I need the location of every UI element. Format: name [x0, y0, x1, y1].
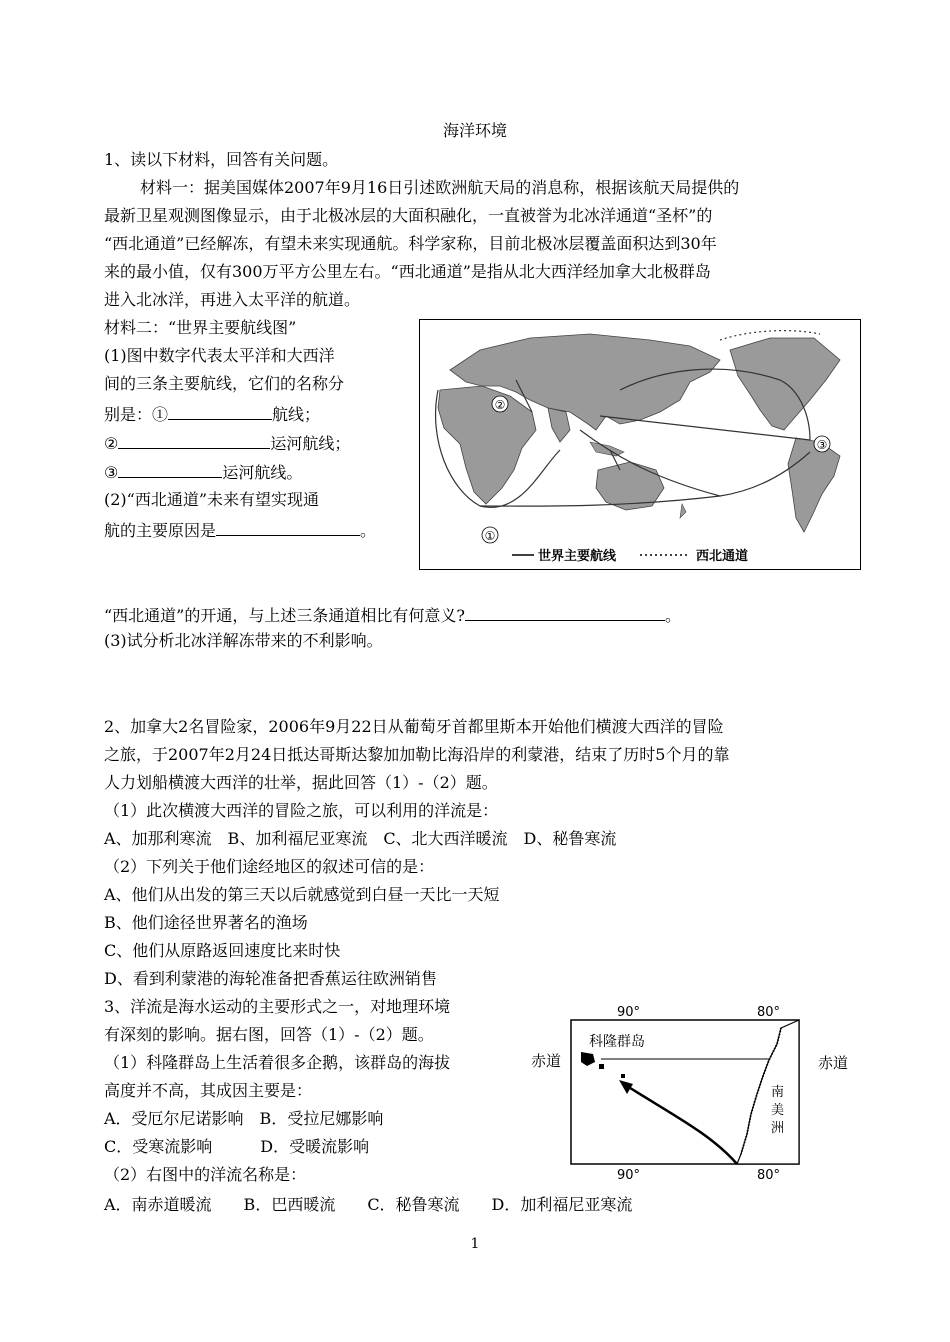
longitude-80-bottom: 80°	[757, 1168, 781, 1183]
ocean-current-graphic	[531, 1004, 809, 1183]
q1-part2-significance-line	[104, 604, 681, 626]
south-america-landmass	[788, 438, 840, 532]
q1-material1-line: 最新卫星观测图像显示，由于北极冰层的大面积融化，一直被誉为北冰洋通道“圣杯”的	[104, 206, 713, 225]
q1-material1-line: 进入北冰洋，再进入太平洋的航道。	[104, 290, 361, 309]
q3-sub2-options: A．南赤道暖流 B．巴西暖流 C．秘鲁寒流 D．加利福尼亚寒流	[104, 1195, 633, 1214]
q1-part1-text: 运河航线。	[222, 463, 303, 482]
q1-stem: 1、读以下材料，回答有关问题。	[104, 150, 339, 169]
answer-blank-route1[interactable]	[168, 403, 272, 420]
q2-sub2: （2）下列关于他们途经地区的叙述可信的是：	[104, 857, 435, 876]
q2-sub2-option: A、他们从出发的第三天以后就感觉到白昼一天比一天短	[104, 885, 500, 904]
q1-material2-label: 材料二：“世界主要航线图”	[104, 318, 297, 337]
north-america-landmass	[730, 338, 840, 430]
page-number: 1	[470, 1236, 480, 1252]
galapagos-islands	[581, 1052, 595, 1066]
route-label-3: ③	[816, 438, 828, 452]
q1-part1-text: 间的三条主要航线，它们的名称分	[104, 374, 345, 393]
q1-part2-text: 。	[664, 606, 681, 625]
new-zealand	[680, 504, 686, 518]
q2-sub1: （1）此次横渡大西洋的冒险之旅，可以利用的洋流是：	[104, 801, 499, 820]
answer-blank-reason[interactable]	[216, 519, 360, 536]
q1-material1-line: “西北通道”已经解冻，有望未来实现通航。科学家称，目前北极冰层覆盖面积达到30年	[104, 234, 717, 253]
q1-part1-text: ③	[104, 463, 119, 482]
answer-blank-route2[interactable]	[118, 432, 270, 449]
q3-stem-line: 有深刻的影响。据右图，回答（1）-（2）题。	[104, 1025, 434, 1044]
q2-sub2-option: D、看到利蒙港的海轮准备把香蕉运往欧洲销售	[104, 969, 437, 988]
answer-blank-significance[interactable]	[465, 604, 665, 621]
q1-part2-text: 航的主要原因是	[104, 521, 217, 540]
q1-part1-text: (1)图中数字代表太平洋和大西洋	[104, 346, 335, 365]
q1-part1-text: 航线；	[272, 405, 321, 424]
equator-label-left: 赤道	[531, 1052, 562, 1070]
q1-part2-text: (2)“西北通道”未来有望实现通	[104, 490, 320, 509]
q2-sub2-option: B、他们途径世界著名的渔场	[104, 913, 308, 932]
longitude-90-bottom: 90°	[617, 1168, 641, 1183]
world-map-graphic	[420, 320, 859, 568]
q1-part2-text: “西北通道”的开通，与上述三条通道相比有何意义?	[104, 606, 465, 625]
q3-sub2-text: （2）右图中的洋流名称是：	[104, 1165, 307, 1184]
galapagos-label: 科隆群岛	[589, 1034, 645, 1050]
longitude-90-top: 90°	[617, 1005, 641, 1020]
world-shipping-routes-map	[419, 319, 861, 570]
q1-part2-blank-line	[104, 519, 376, 541]
q1-material1-line: 材料一：据美国媒体2007年9月16日引述欧洲航天局的消息称，根据该航天局提供的	[140, 178, 740, 197]
q1-part2-text: 。	[360, 521, 377, 540]
q3-sub1-options: A．受厄尔尼诺影响 B．受拉尼娜影响	[104, 1109, 384, 1128]
q2-sub2-option: C、他们从原路返回速度比来时快	[104, 941, 341, 960]
legend-northwest-passage: 西北通道	[696, 549, 749, 564]
q3-sub1-options: C．受寒流影响 D．受暖流影响	[104, 1137, 370, 1156]
q1-part1-text: ②	[104, 434, 119, 453]
q2-stem-line: 之旅，于2007年2月24日抵达哥斯达黎加加勒比海沿岸的利蒙港，结束了历时5个月的靠	[104, 745, 730, 764]
legend-main-routes: 世界主要航线	[538, 549, 617, 564]
page-title: 海洋环境	[442, 121, 507, 140]
q1-part3-text: (3)试分析北冰洋解冻带来的不利影响。	[104, 631, 383, 650]
south-america-coast	[737, 1020, 799, 1164]
q2-sub1-options: A、加那利寒流 B、加利福尼亚寒流 C、北大西洋暖流 D、秘鲁寒流	[104, 829, 617, 848]
q1-part1-text: 别是：①	[104, 405, 169, 424]
route-label-1: ①	[484, 529, 496, 543]
australia-landmass	[596, 462, 664, 510]
longitude-80-top: 80°	[757, 1005, 781, 1020]
continent-label-char: 南	[771, 1085, 785, 1100]
ocean-current-arrow	[627, 1086, 737, 1164]
continent-label-char: 美	[771, 1103, 785, 1118]
q3-sub1-text: （1）科隆群岛上生活着很多企鹅，该群岛的海拔	[104, 1053, 451, 1072]
q3-stem-line: 3、洋流是海水运动的主要形式之一，对地理环境	[104, 997, 451, 1016]
answer-blank-route3[interactable]	[118, 461, 222, 478]
ocean-current-map	[531, 1004, 809, 1183]
q1-part1-blank2-line	[104, 432, 350, 454]
q1-part1-blank3-line	[104, 461, 302, 483]
q2-stem-line: 人力划船横渡大西洋的壮举，据此回答（1）-（2）题。	[104, 773, 498, 792]
q2-stem-line: 2、加拿大2名冒险家，2006年9月22日从葡萄牙首都里斯本开始他们横渡大西洋的冒险	[104, 717, 724, 736]
q1-part1-text: 运河航线；	[270, 434, 351, 453]
continent-label-char: 洲	[771, 1121, 785, 1136]
q1-material1-line: 来的最小值，仅有300万平方公里左右。“西北通道”是指从北大西洋经加拿大北极群岛	[104, 262, 711, 281]
india-landmass	[548, 408, 570, 442]
africa-landmass	[438, 386, 536, 504]
q1-part1-blank1-line	[104, 403, 320, 425]
equator-label-right: 赤道	[818, 1054, 849, 1072]
route-label-2: ②	[494, 398, 506, 412]
q3-sub1-text: 高度并不高，其成因主要是：	[104, 1081, 313, 1100]
